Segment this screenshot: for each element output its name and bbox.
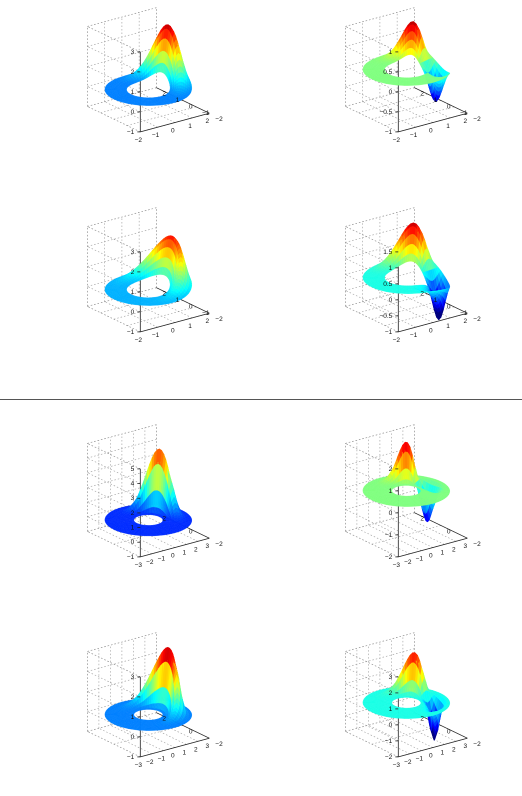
x-tick-label: −2 xyxy=(393,137,401,144)
z-tick-label: 1.5 xyxy=(383,249,392,256)
surface-patch xyxy=(147,534,151,535)
surface-patch xyxy=(366,490,369,491)
x-tick-label: −1 xyxy=(152,132,160,139)
surface-patch xyxy=(374,277,376,278)
surface-patch xyxy=(363,69,365,70)
surface-patch xyxy=(150,105,154,106)
z-tick-label: −1 xyxy=(127,554,135,561)
surface-patch xyxy=(179,72,181,78)
surface-patch xyxy=(107,89,109,90)
y-tick-label: −1 xyxy=(202,110,210,117)
surface-patch xyxy=(393,84,397,85)
surface-patch xyxy=(372,277,374,278)
z-tick-label: 3 xyxy=(131,249,135,256)
surface-patch xyxy=(405,246,407,256)
z-tick-label: −1 xyxy=(127,129,135,136)
surface-patch xyxy=(369,69,371,70)
x-tick-label: 1 xyxy=(182,549,186,556)
z-tick-label: −1 xyxy=(127,329,135,336)
surface-patch xyxy=(114,88,116,89)
surface-patch xyxy=(111,89,113,90)
x-tick-label: 0 xyxy=(429,128,433,135)
surface-patch xyxy=(146,305,150,306)
grid-line xyxy=(87,454,156,473)
x-tick-label: −2 xyxy=(135,137,143,144)
x-tick-label: −1 xyxy=(152,332,160,339)
z-tick-label: 2 xyxy=(131,269,135,276)
x-tick-label: 2 xyxy=(205,318,209,325)
x-axis-line xyxy=(140,313,209,332)
grid-line xyxy=(359,294,428,313)
x-tick-label: 1 xyxy=(440,549,444,556)
surface-patch xyxy=(365,69,367,70)
surface-patch xyxy=(109,89,111,90)
surface-patch xyxy=(412,293,416,294)
z-tick-label: −1 xyxy=(385,329,393,336)
surface-patch xyxy=(146,705,148,708)
z-tick-label: 3 xyxy=(131,49,135,56)
y-tick-label: 0 xyxy=(447,528,451,535)
x-axis-line xyxy=(140,538,209,557)
surface-patch xyxy=(150,535,154,536)
surface-patch xyxy=(181,77,183,82)
z-tick-label: 1 xyxy=(389,488,393,495)
y-tick-label: −2 xyxy=(215,116,223,123)
y-tick-label: 1 xyxy=(434,97,438,104)
z-tick-label: 0.5 xyxy=(383,281,392,288)
x-tick-label: 1 xyxy=(188,123,192,130)
y-tick-label: 0 xyxy=(447,303,451,310)
y-tick-label: 2 xyxy=(420,291,424,298)
z-tick-label: 0 xyxy=(389,297,393,304)
x-tick-label: 2 xyxy=(463,118,467,125)
x-tick-label: 2 xyxy=(463,318,467,325)
z-tick-label: 1 xyxy=(389,49,393,56)
surface-patch xyxy=(447,491,450,492)
y-tick-label: −2 xyxy=(473,541,481,548)
surface-patch xyxy=(405,255,407,263)
x-tick-label: 2 xyxy=(452,546,456,553)
grid-line xyxy=(359,94,428,113)
z-tick-label: 0 xyxy=(131,539,135,546)
grid-line xyxy=(87,8,156,27)
surface-patch xyxy=(114,713,117,714)
x-tick-label: 3 xyxy=(463,543,467,550)
grid-line xyxy=(87,633,156,652)
x-tick-label: −1 xyxy=(410,332,418,339)
z-tick-label: 0.5 xyxy=(383,69,392,76)
surface-patch xyxy=(146,513,148,515)
surface-patch xyxy=(146,105,150,106)
surface-patch xyxy=(189,518,192,519)
surface-patch xyxy=(139,535,143,536)
surface-patch xyxy=(405,452,407,469)
y-tick-label: −2 xyxy=(215,316,223,323)
surface-patch xyxy=(363,490,366,491)
z-tick-label: 1 xyxy=(131,289,135,296)
x-tick-label: 0 xyxy=(171,328,175,335)
z-tick-label: −2 xyxy=(385,554,393,561)
x-tick-label: −2 xyxy=(146,559,154,566)
surface-patch xyxy=(403,452,405,470)
y-tick-label: 2 xyxy=(162,291,166,298)
surface-patch xyxy=(405,499,407,500)
surface-patch xyxy=(105,712,108,713)
x-tick-label: 0 xyxy=(171,553,175,560)
grid-line xyxy=(345,513,414,532)
surface-patch xyxy=(179,77,181,82)
grid-line xyxy=(385,107,454,126)
x-tick-label: 1 xyxy=(446,123,450,130)
surface-patch xyxy=(406,497,408,498)
surface-patch xyxy=(105,289,107,290)
grid-line xyxy=(127,107,196,126)
surface-plot-2 xyxy=(345,8,481,144)
y-tick-label: −2 xyxy=(215,541,223,548)
z-tick-label: 1 xyxy=(131,89,135,96)
surface-patch xyxy=(146,509,148,513)
grid-line xyxy=(127,307,196,326)
surface-patch xyxy=(108,714,111,715)
z-tick-label: −0.5 xyxy=(379,109,392,116)
surface-plot-7 xyxy=(87,633,223,769)
surface-patch xyxy=(372,278,374,279)
z-tick-label: 2 xyxy=(131,69,135,76)
x-tick-label: 2 xyxy=(205,118,209,125)
surface-patch xyxy=(403,469,405,480)
z-tick-label: 0 xyxy=(131,309,135,316)
surface-patch xyxy=(139,304,143,305)
z-tick-label: 1 xyxy=(389,265,393,272)
surface-patch xyxy=(363,488,366,489)
surface-patch xyxy=(111,714,114,715)
surface-patch xyxy=(404,293,408,294)
surface-patch xyxy=(150,533,153,534)
surface-patch xyxy=(404,85,408,86)
y-tick-label: 0 xyxy=(189,103,193,110)
surface-patch xyxy=(143,305,147,306)
surface-patch xyxy=(114,519,117,520)
surface-patch xyxy=(367,69,369,70)
surface-patch xyxy=(145,527,147,528)
x-tick-label: −2 xyxy=(393,337,401,344)
surface-patch xyxy=(147,530,150,531)
surface-patch xyxy=(372,68,374,69)
surface-patch xyxy=(135,104,139,105)
surface-patch xyxy=(108,518,111,519)
surface-patch xyxy=(406,480,408,484)
grid-line xyxy=(345,208,414,227)
x-tick-label: 2 xyxy=(194,546,198,553)
surface-patch xyxy=(376,276,378,277)
x-tick-label: 0 xyxy=(429,328,433,335)
surface-patch xyxy=(365,277,367,278)
surface-plot-5 xyxy=(87,425,223,569)
surface-patch xyxy=(105,714,108,715)
surface-patch xyxy=(397,292,401,293)
y-tick-label: 0 xyxy=(189,528,193,535)
surface-patch xyxy=(401,505,405,506)
y-tick-label: 2 xyxy=(420,91,424,98)
surface-patch xyxy=(369,277,371,278)
surface-patch xyxy=(146,535,150,536)
surface-patch xyxy=(146,525,148,526)
x-tick-label: −2 xyxy=(404,559,412,566)
z-tick-label: −1 xyxy=(385,532,393,539)
surface-patch xyxy=(363,277,365,278)
y-tick-label: 1 xyxy=(176,97,180,104)
z-tick-label: 0 xyxy=(389,89,393,96)
surface-patch xyxy=(105,519,108,520)
surface-patch xyxy=(404,496,406,497)
z-tick-label: 2 xyxy=(131,510,135,517)
surface-patch xyxy=(107,289,109,290)
surface-patch xyxy=(143,535,147,536)
surface-patch xyxy=(408,293,412,294)
z-tick-label: 5 xyxy=(131,466,135,473)
surface-patch xyxy=(404,480,406,484)
surface-patch xyxy=(147,529,149,530)
x-tick-label: 1 xyxy=(446,323,450,330)
surface-patch xyxy=(372,489,375,490)
z-tick-label: 4 xyxy=(131,481,135,488)
surface-patch xyxy=(372,276,374,277)
surface-patch xyxy=(447,489,450,490)
surface-patch xyxy=(139,104,143,105)
surface-plot-4 xyxy=(345,208,481,344)
x-axis-line xyxy=(140,738,209,757)
x-axis-line xyxy=(398,113,467,132)
z-tick-label: −0.5 xyxy=(379,313,392,320)
z-tick-label: 3 xyxy=(131,495,135,502)
z-tick-label: 0 xyxy=(131,109,135,116)
surface-patch xyxy=(412,85,416,86)
surface-plot-1 xyxy=(87,8,223,144)
x-tick-label: 0 xyxy=(429,553,433,560)
surface-patch xyxy=(111,519,114,520)
y-tick-label: 0 xyxy=(447,103,451,110)
surface-patch xyxy=(105,89,107,90)
x-tick-label: −3 xyxy=(393,562,401,569)
x-tick-label: 1 xyxy=(188,323,192,330)
y-tick-label: −1 xyxy=(202,310,210,317)
z-tick-label: −1 xyxy=(385,129,393,136)
surface-patch xyxy=(404,506,408,507)
y-tick-label: 0 xyxy=(189,303,193,310)
surface-patch xyxy=(148,508,150,513)
surface-patch xyxy=(369,490,372,491)
y-tick-label: −2 xyxy=(473,316,481,323)
surface-patch xyxy=(408,235,411,246)
surface-plot-3 xyxy=(87,208,223,344)
surface-patch xyxy=(405,442,408,452)
x-tick-label: −3 xyxy=(135,562,143,569)
surface-patch xyxy=(114,289,116,290)
surface-patch xyxy=(404,484,406,486)
y-tick-label: −1 xyxy=(460,110,468,117)
surface-patch xyxy=(179,82,181,86)
z-tick-label: 0 xyxy=(389,510,393,517)
grid-line xyxy=(345,8,414,27)
surface-patch xyxy=(401,293,405,294)
z-tick-label: 2 xyxy=(389,466,393,473)
x-tick-label: 0 xyxy=(171,128,175,135)
grid-line xyxy=(87,208,156,227)
surface-patch xyxy=(405,503,408,504)
surface-patch xyxy=(150,305,154,306)
surface-patch xyxy=(372,69,374,70)
surface-plot-6 xyxy=(345,425,481,569)
surface-patch xyxy=(148,526,150,527)
surface-patch xyxy=(405,501,408,502)
z-tick-label: 1 xyxy=(131,525,135,532)
surface-patch xyxy=(372,490,375,491)
x-tick-label: −1 xyxy=(410,132,418,139)
y-tick-label: 1 xyxy=(176,297,180,304)
y-tick-label: −1 xyxy=(460,310,468,317)
x-tick-label: −2 xyxy=(135,337,143,344)
x-axis-line xyxy=(398,313,467,332)
x-tick-label: 3 xyxy=(205,543,209,550)
y-tick-label: 2 xyxy=(420,516,424,523)
x-axis-line xyxy=(140,113,209,132)
surface-patch xyxy=(401,85,405,86)
y-tick-label: −2 xyxy=(473,116,481,123)
surface-patch xyxy=(111,289,113,290)
y-tick-label: 1 xyxy=(434,297,438,304)
surface-patch xyxy=(408,506,412,507)
grid-line xyxy=(372,525,441,544)
surface-patch xyxy=(397,84,401,85)
x-tick-label: −1 xyxy=(158,556,166,563)
x-tick-label: −1 xyxy=(416,556,424,563)
y-tick-label: 2 xyxy=(162,516,166,523)
surface-patch xyxy=(154,105,158,106)
surface-patch xyxy=(143,105,147,106)
surface-patch xyxy=(114,89,116,90)
surface-patch xyxy=(408,85,412,86)
surface-patch xyxy=(154,304,158,305)
y-tick-label: 2 xyxy=(162,91,166,98)
surface-patch xyxy=(147,532,150,533)
surface-patch xyxy=(397,505,401,506)
x-axis-line xyxy=(398,538,467,557)
